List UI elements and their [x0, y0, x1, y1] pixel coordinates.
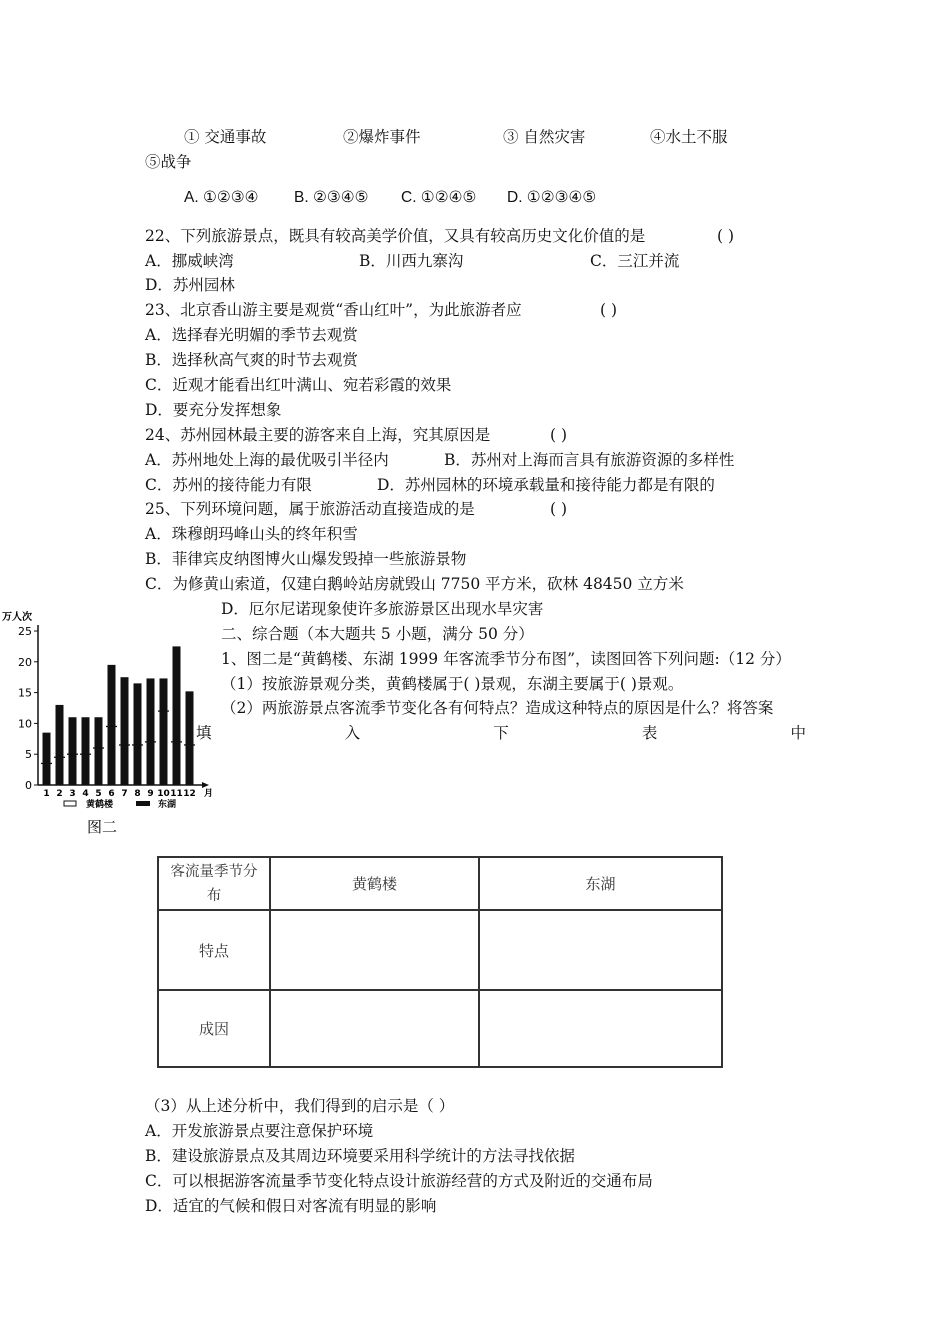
table-row-label-feature: 特点 — [158, 910, 270, 990]
q21-option-3: ③ 自然灾害 — [503, 128, 586, 146]
q23-option-d: D．要充分发挥想象 — [145, 401, 282, 419]
bar-donghu — [173, 646, 181, 785]
bar-donghu — [134, 683, 142, 785]
s2-q1-part2-continuation — [196, 723, 806, 743]
q22-option-b: B．川西九寨沟 — [359, 252, 464, 270]
table-row-label-cause: 成因 — [158, 990, 270, 1067]
answer-table — [157, 856, 723, 1068]
y-tick-label: 10 — [18, 717, 32, 731]
q21-option-4: ④水土不服 — [650, 128, 728, 146]
s2-q1-stem: 1、图二是“黄鹤楼、东湖 1999 年客流季节分布图”，读图回答下列问题:（12 分） — [221, 650, 791, 668]
cont-char: 表 — [641, 724, 658, 742]
x-tick-label: 1 — [43, 789, 50, 799]
s2-q1-part3-c: C．可以根据游客流量季节变化特点设计旅游经营的方式及附近的交通布局 — [145, 1172, 653, 1190]
bar-donghu — [160, 678, 168, 785]
bar-donghu — [69, 717, 77, 785]
y-axis-label: 万人次 — [2, 612, 32, 623]
q22-option-d: D．苏州园林 — [145, 276, 235, 294]
q24-option-c: C．苏州的接待能力有限 — [145, 476, 312, 494]
q21-option-1: ① 交通事故 — [184, 128, 267, 146]
table-cell-donghu-cause[interactable] — [479, 990, 722, 1067]
s2-q1-part3: （3）从上述分析中，我们得到的启示是（ ） — [145, 1097, 455, 1115]
q23-paren: ( ) — [600, 301, 618, 319]
bar-donghu — [186, 691, 194, 785]
cont-char: 中 — [790, 724, 806, 742]
q23-option-b: B．选择秋高气爽的时节去观赏 — [145, 351, 358, 369]
y-tick-label: 15 — [18, 686, 32, 700]
x-tick-label: 12 — [183, 789, 196, 799]
bar-donghu — [121, 677, 129, 785]
q22-option-c: C．三江并流 — [590, 252, 680, 270]
q21-answer-b: B. ②③④⑤ — [294, 189, 369, 206]
x-tick-label: 3 — [69, 789, 76, 799]
x-tick-label: 11 — [170, 789, 183, 799]
q21-option-2: ②爆炸事件 — [343, 128, 421, 146]
s2-q1-part3-d: D．适宜的气候和假日对客流有明显的影响 — [145, 1197, 437, 1215]
table-header-label — [158, 857, 270, 910]
bar-donghu — [56, 705, 64, 785]
s2-q1-part1: （1）按旅游景观分类，黄鹤楼属于( )景观，东湖主要属于( )景观。 — [221, 675, 684, 693]
s2-q1-part3-a: A．开发旅游景点要注意保护环境 — [145, 1122, 374, 1140]
cont-char: 下 — [493, 724, 509, 742]
q21-answer-c: C. ①②④⑤ — [401, 189, 477, 206]
y-tick-label: 5 — [25, 748, 32, 762]
bar-donghu — [147, 678, 155, 785]
q25-option-b: B．菲律宾皮纳图博火山爆发毁掉一些旅游景物 — [145, 550, 467, 568]
q25-paren: ( ) — [550, 500, 568, 518]
q24-option-b: B．苏州对上海而言具有旅游资源的多样性 — [444, 451, 735, 469]
q23-option-c: C．近观才能看出红叶满山、宛若彩霞的效果 — [145, 376, 452, 394]
bar-donghu — [82, 717, 90, 785]
x-axis-label: 月 — [204, 789, 214, 799]
s2-q1-part3-b: B．建设旅游景点及其周边环境要采用科学统计的方法寻找依据 — [145, 1147, 575, 1165]
table-cell-donghu-feature[interactable] — [479, 910, 722, 990]
x-tick-label: 2 — [56, 789, 63, 799]
x-tick-label: 5 — [95, 789, 102, 799]
bar-donghu — [108, 665, 116, 785]
bar-donghu — [43, 733, 51, 785]
q23-stem: 23、北京香山游主要是观赏“香山红叶”，为此旅游者应 — [145, 301, 522, 319]
cont-char: 入 — [344, 724, 361, 742]
q21-option-5: ⑤战争 — [145, 153, 192, 171]
y-tick-label: 0 — [25, 779, 32, 792]
table-cell-huanghelou-cause[interactable] — [270, 990, 479, 1067]
q25-option-a: A．珠穆朗玛峰山头的终年积雪 — [145, 525, 358, 543]
bar-donghu — [95, 717, 103, 785]
q24-option-a: A．苏州地处上海的最优吸引半径内 — [145, 451, 389, 469]
q25-option-c: C．为修黄山索道，仅建白鹅岭站房就毁山 7750 平方米，砍林 48450 立方米 — [145, 575, 684, 593]
x-tick-label: 4 — [82, 789, 89, 799]
q22-stem: 22、下列旅游景点，既具有较高美学价值，又具有较高历史文化价值的是 — [145, 227, 646, 245]
x-tick-label: 9 — [147, 789, 154, 799]
table-header-huanghelou: 黄鹤楼 — [270, 857, 479, 910]
x-tick-label: 10 — [157, 789, 170, 799]
x-tick-label: 8 — [134, 789, 141, 799]
q21-answer-d: D. ①②③④⑤ — [507, 189, 597, 206]
y-tick-label: 20 — [18, 655, 32, 669]
x-axis-arrow — [202, 782, 209, 788]
q24-option-d: D．苏州园林的环境承载量和接待能力都是有限的 — [377, 476, 715, 494]
table-cell-huanghelou-feature[interactable] — [270, 910, 479, 990]
q24-paren: ( ) — [550, 426, 568, 444]
legend-label-huanghelou: 黄鹤楼 — [86, 800, 114, 810]
x-tick-label: 6 — [108, 789, 115, 799]
table-header-label-text: 客流量季节分布 — [170, 863, 258, 904]
q22-paren: ( ) — [717, 227, 735, 245]
q25-option-d: D．厄尔尼诺现象使许多旅游景区出现水旱灾害 — [221, 600, 544, 618]
q22-option-a: A．挪威峡湾 — [145, 252, 234, 270]
q23-option-a: A．选择春光明媚的季节去观赏 — [145, 326, 358, 344]
section2-heading: 二、综合题（本大题共 5 小题，满分 50 分） — [221, 625, 534, 643]
cont-char: 填 — [196, 724, 212, 742]
q21-answer-a: A. ①②③④ — [184, 189, 259, 206]
x-tick-label: 7 — [121, 789, 128, 799]
q24-stem: 24、苏州园林最主要的游客来自上海，究其原因是 — [145, 426, 491, 444]
q25-stem: 25、下列环境问题，属于旅游活动直接造成的是 — [145, 500, 475, 518]
legend-label-donghu: 东湖 — [158, 800, 177, 810]
legend-swatch-huanghelou — [64, 801, 76, 806]
s2-q1-part2: （2）两旅游景点客流季节变化各有何特点？造成这种特点的原因是什么？将答案 — [221, 699, 774, 717]
visitor-flow-chart — [0, 608, 220, 843]
chart-title: 图二 — [86, 818, 118, 836]
y-tick-label: 25 — [18, 625, 32, 638]
legend-swatch-donghu — [136, 801, 150, 806]
table-header-donghu: 东湖 — [479, 857, 722, 910]
